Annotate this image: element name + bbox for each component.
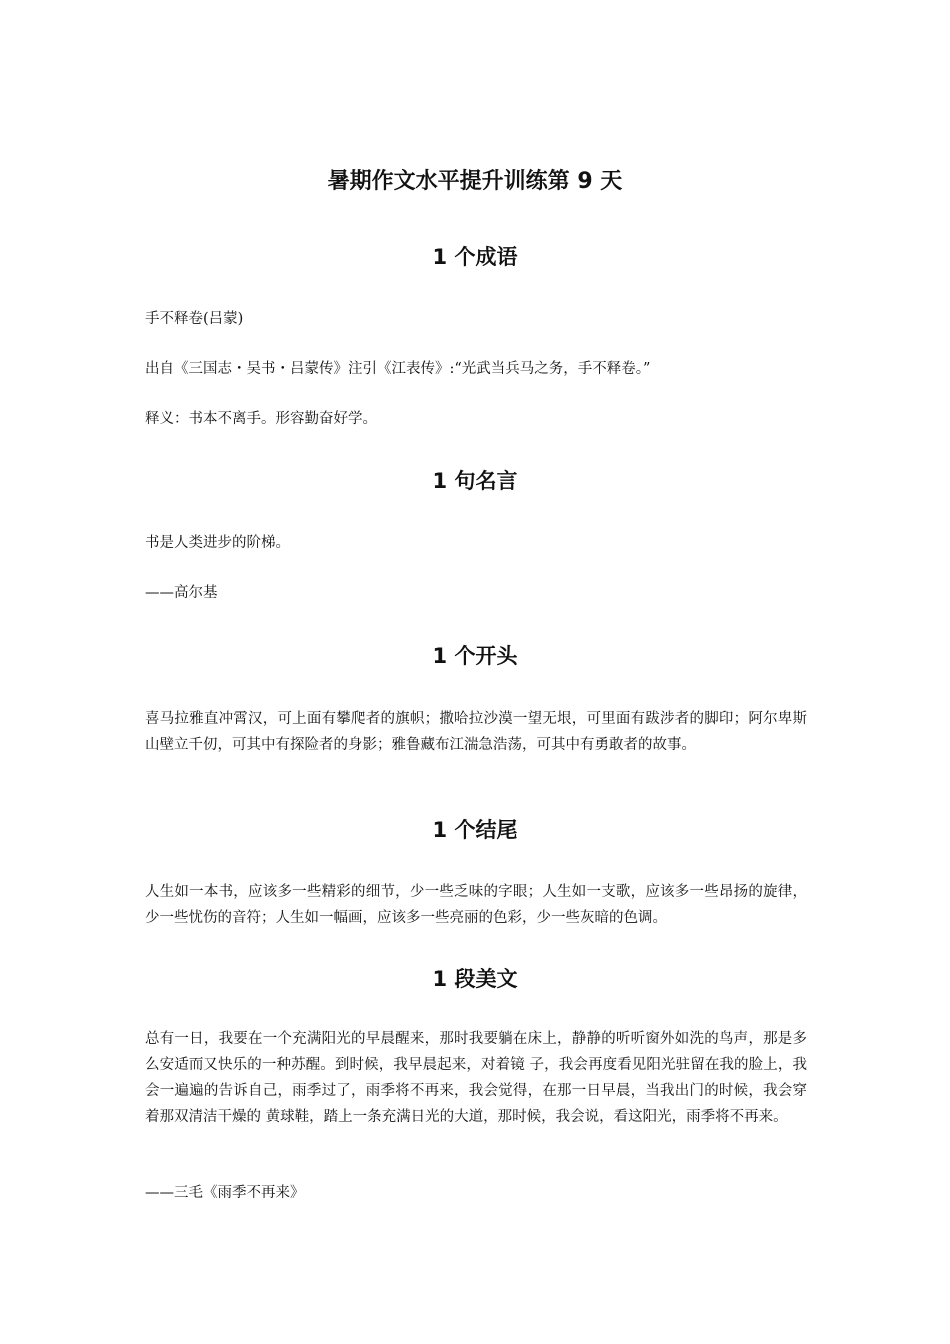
opening-text: 喜马拉雅直冲霄汉，可上面有攀爬者的旗帜；撒哈拉沙漠一望无垠，可里面有跋涉者的脚印；阿尔卑斯山壁立千仞，可其中有探险者的身影；雅鲁藏布江湍急浩荡，可其中有勇敢者的故事。 (145, 711, 807, 753)
passage-source: ——三毛《雨季不再来》 (145, 1185, 305, 1201)
quote-text: 书是人类进步的阶梯。 (145, 535, 290, 551)
quote-heading: 1 句名言 (432, 469, 518, 493)
idiom-source: 出自《三国志・吴书・吕蒙传》注引《江表传》:“光武当兵马之务，手不释卷。” (145, 361, 651, 377)
opening-heading: 1 个开头 (432, 644, 518, 668)
quote-author: ——高尔基 (145, 585, 218, 601)
idiom-heading: 1 个成语 (432, 245, 518, 269)
ending-heading: 1 个结尾 (432, 818, 518, 842)
passage-text: 总有一日，我要在一个充满阳光的早晨醒来，那时我要躺在床上，静静的听听窗外如洗的鸟声，那是多么安适而又快乐的一种苏醒。到时候，我早晨起来，对着镜 子，我会再度看见阳光驻留在我的脸上，我会一遍遍的告诉自己，雨季过了，雨季将不再来，我会觉得，在那一日早晨，当我出门的时候，我会穿着那双清洁干燥的 黄球鞋，踏上一条充满日光的大道，那时候，我会说，看这阳光，雨季将不再来。 (145, 1031, 807, 1125)
ending-text: 人生如一本书，应该多一些精彩的细节，少一些乏味的字眼；人生如一支歌，应该多一些昂扬的旋律，少一些忧伤的音符；人生如一幅画，应该多一些亮丽的色彩，少一些灰暗的色调。 (145, 884, 807, 926)
idiom-name: 手不释卷(吕蒙) (145, 311, 244, 327)
passage-heading: 1 段美文 (432, 967, 518, 991)
idiom-meaning: 释义：书本不离手。形容勤奋好学。 (145, 411, 377, 427)
document-title: 暑期作文水平提升训练第 9 天 (327, 169, 623, 194)
